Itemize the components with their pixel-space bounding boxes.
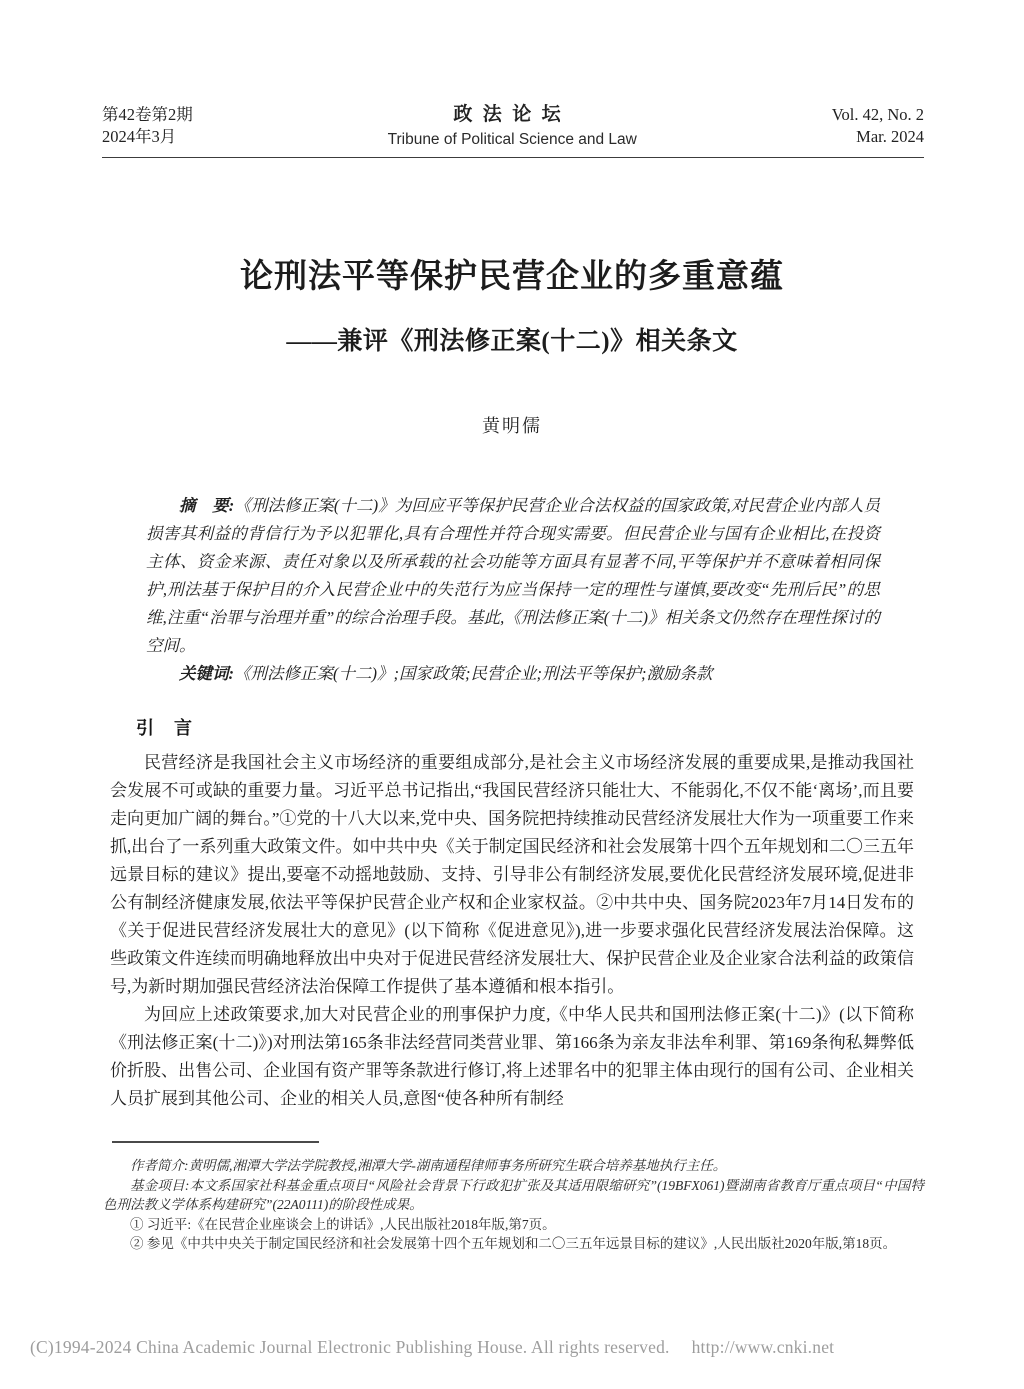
journal-header	[102, 104, 924, 158]
keywords-line	[146, 660, 880, 688]
footnote-funding: 基金项目:本文系国家社科基金重点项目“风险社会背景下行政犯扩张及其适用限缩研究”(19BFX061)暨湖南省教育厅重点项目“中国特色刑法教义学体系构建研究”(22A0111)的阶段性成果。	[103, 1177, 924, 1212]
keywords-text: 《刑法修正案(十二)》;国家政策;民营企业;刑法平等保护;激励条款	[234, 664, 713, 683]
journal-date-en: Mar. 2024	[856, 127, 924, 146]
footnote-separator-rule	[112, 1141, 319, 1143]
journal-issue-block	[102, 104, 193, 148]
cnki-url: http://www.cnki.net	[691, 1337, 835, 1357]
section-heading-introduction: 引 言	[136, 718, 193, 738]
abstract-block	[146, 492, 880, 688]
cnki-copyright-line	[30, 1337, 1004, 1358]
body-paragraph-1: 民营经济是我国社会主义市场经济的重要组成部分,是社会主义市场经济发展的重要成果,是推动我国社会发展不可或缺的重要力量。习近平总书记指出,“我国民营经济只能壮大、不能弱化,不仅不能‘离场’,而且要走向更加广阔的舞台。”①党的十八大以来,党中央、国务院把持续推动民营经济发展壮大作为一项重要工作来抓,出台了一系列重大政策文件。如中共中央《关于制定国民经济和社会发展第十四个五年规划和二〇三五年远景目标的建议》提出,要毫不动摇地鼓励、支持、引导非公有制经济发展,要优化民营经济发展环境,促进非公有制经济健康发展,依法平等保护民营企业产权和企业家权益。②中共中央、国务院2023年7月14日发布的《关于促进民营经济发展壮大的意见》(以下简称《促进意见》),进一步要求强化民营经济发展法治保障。这些政策文件连续而明确地释放出中央对于促进民营经济发展壮大、保护民营企业及企业家合法利益的政策信号,为新时期加强民营经济法治保障工作提供了基本遵循和根本指引。	[110, 753, 914, 996]
article-subtitle: ——兼评《刑法修正案(十二)》相关条文	[286, 328, 738, 355]
article-body	[110, 714, 914, 1113]
footnote-1: ① 习近平:《在民营企业座谈会上的讲话》,人民出版社2018年版,第7页。	[130, 1216, 556, 1232]
footnote-2: ② 参见《中共中央关于制定国民经济和社会发展第十四个五年规划和二〇三五年远景目标的建议》,人民出版社2020年版,第18页。	[130, 1236, 897, 1251]
journal-title-en: Tribune of Political Science and Law	[387, 131, 637, 148]
abstract-text: 《刑法修正案(十二)》为回应平等保护民营企业合法权益的国家政策,对民营企业内部人员损害其利益的背信行为予以犯罪化,具有合理性并符合现实需要。但民营企业与国有企业相比,在投资主体、资金来源、责任对象以及所承载的社会功能等方面具有显著不同,平等保护并不意味着相同保护,刑法基于保护目的介入民营企业中的失范行为应当保持一定的理性与谨慎,要改变“先刑后民”的思维,注重“治罪与治理并重”的综合治理手段。基此,《刑法修正案(十二)》相关条文仍然存在理性探讨的空间。	[146, 496, 880, 655]
keywords-label: 关键词:	[179, 664, 234, 683]
abstract-paragraph	[146, 492, 880, 660]
journal-title-block	[388, 104, 637, 150]
journal-volume-block	[832, 104, 924, 148]
footnote-author-bio: 作者简介:黄明儒,湘潭大学法学院教授,湘潭大学-湖南通程律师事务所研究生联合培养基地执行主任。	[130, 1158, 727, 1173]
abstract-label: 摘 要:	[179, 496, 235, 515]
body-paragraph-2: 为回应上述政策要求,加大对民营企业的刑事保护力度,《中华人民共和国刑法修正案(十二)》(以下简称《刑法修正案(十二)》)对刑法第165条非法经营同类营业罪、第166条为亲友非法牟利罪、第169条徇私舞弊低价折股、出售公司、企业国有资产罪等条款进行修订,将上述罪名中的犯罪主体由现行的国有公司、企业相关人员扩展到其他公司、企业的相关人员,意图“使各种所有制经	[110, 1005, 914, 1108]
journal-date-cn: 2024年3月	[102, 127, 177, 146]
journal-title-cn: 政法论坛	[453, 104, 572, 125]
journal-issue-cn: 第42卷第2期	[102, 105, 193, 124]
copyright-text: (C)1994-2024 China Academic Journal Electronic Publishing House. All rights reserved.	[30, 1337, 670, 1357]
journal-volume-en: Vol. 42, No. 2	[831, 105, 924, 124]
article-title: 论刑法平等保护民营企业的多重意蕴	[240, 259, 784, 295]
article-author: 黄明儒	[482, 416, 542, 436]
footnotes-block	[103, 1156, 924, 1254]
